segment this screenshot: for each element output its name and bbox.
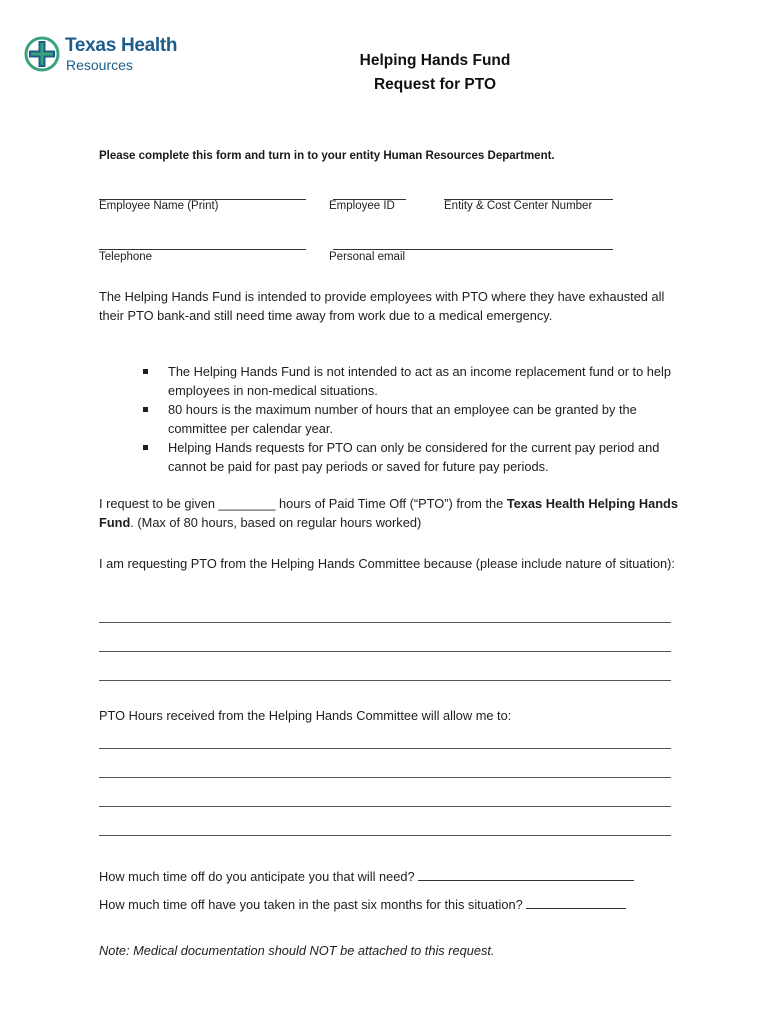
form-title: Helping Hands Fund [359,52,511,69]
list-item [140,400,680,438]
bullet-square-icon [143,407,148,412]
time-taken-label: How much time off have you taken in the past six months for this situation? [99,897,523,912]
bullet-text: Helping Hands requests for PTO can only be considered for the current pay period and cannot be paid for past pay periods or saved for future pay periods. [168,440,660,474]
time-needed-question [99,868,634,884]
entity-cost-center-label: Entity & Cost Center Number [444,200,593,212]
form-instructions: Please complete this form and turn in to your entity Human Resources Department. [99,150,555,162]
fund-name: Texas Health Helping Hands Fund [99,496,678,530]
allow-answer-line-4[interactable] [99,835,671,836]
medical-documentation-note: Note: Medical documentation should NOT be attached to this request. [99,943,495,958]
bullet-square-icon [143,369,148,374]
employee-id-label: Employee ID [329,200,395,212]
time-taken-field[interactable] [526,896,626,909]
allow-answer-line-1[interactable] [99,748,671,749]
time-needed-label: How much time off do you anticipate you that will need? [99,869,415,884]
reason-question: I am requesting PTO from the Helping Hands Committee because (please include nature of situation): [99,556,675,571]
time-needed-field[interactable] [418,868,634,881]
allow-answer-line-3[interactable] [99,806,671,807]
list-item [140,438,680,476]
reason-answer-line-1[interactable] [99,622,671,623]
request-text: I request to be given ________ hours of Paid Time Off (“PTO”) from the [99,496,507,511]
telephone-field[interactable] [99,249,306,250]
employee-name-label: Employee Name (Print) [99,200,219,212]
bullet-text: 80 hours is the maximum number of hours that an employee can be granted by the committee per calendar year. [168,402,637,436]
intro-paragraph: The Helping Hands Fund is intended to provide employees with PTO where they have exhausted all their PTO bank-and still need time away from work due to a medical emergency. [99,289,665,323]
form-subtitle: Request for PTO [373,76,496,93]
personal-email-field[interactable] [333,249,613,250]
logo-text-secondary: Resources [66,57,133,73]
allow-question: PTO Hours received from the Helping Hands Committee will allow me to: [99,708,512,723]
time-taken-question [99,896,626,912]
list-item [140,362,680,400]
request-text-end: . (Max of 80 hours, based on regular hours worked) [130,515,422,530]
reason-answer-line-2[interactable] [99,651,671,652]
logo-text-primary: Texas Health [65,35,178,56]
personal-email-label: Personal email [329,251,406,263]
policy-bullet-list [140,362,680,476]
bullet-text: The Helping Hands Fund is not intended to act as an income replacement fund or to help employees in non-medical situations. [168,364,671,398]
telephone-label: Telephone [99,251,153,263]
reason-answer-line-3[interactable] [99,680,671,681]
bullet-square-icon [143,445,148,450]
allow-answer-line-2[interactable] [99,777,671,778]
request-statement [99,494,679,532]
